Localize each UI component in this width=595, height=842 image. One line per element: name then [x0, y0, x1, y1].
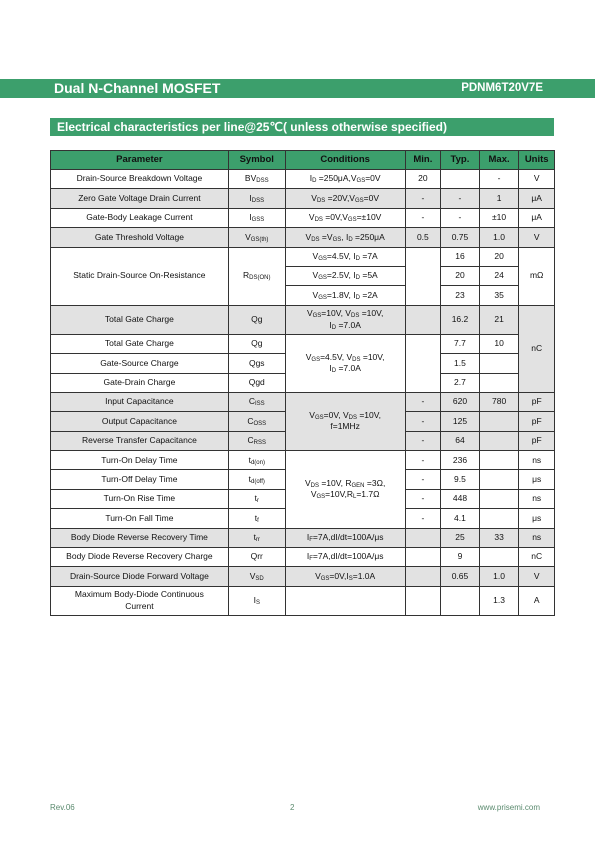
units-cell: ns [519, 451, 555, 470]
typ-cell: 236 [441, 451, 480, 470]
min-cell: - [405, 412, 441, 431]
table-row [51, 247, 555, 266]
units-cell: μs [519, 470, 555, 489]
parameter-cell: Turn-On Fall Time [51, 509, 229, 528]
parameter-cell: Turn-On Delay Time [51, 451, 229, 470]
table-row [51, 334, 555, 353]
parameter-cell: Static Drain-Source On-Resistance [51, 247, 229, 305]
symbol-cell: $C_{OSS}$ [228, 412, 285, 431]
conditions-cell: $V_{GS}=2.5V$, $I_D =5A$ [285, 266, 405, 285]
units-cell: V [519, 567, 555, 586]
parameter-cell: Drain-Source Diode Forward Voltage [51, 567, 229, 586]
parameter-cell: Turn-On Rise Time [51, 489, 229, 508]
typ-cell: 448 [441, 489, 480, 508]
column-header: Max. [479, 151, 519, 170]
parameter-cell: Zero Gate Voltage Drain Current [51, 189, 229, 208]
max-cell: 21 [479, 305, 519, 334]
table-row [51, 528, 555, 547]
conditions-cell: $I_D =250\mu A,V_{GS}=0V$ [285, 170, 405, 189]
conditions-cell: $V_{GS}=4.5V$, $V_{DS} =10V$, $I_D =7.0A$ [285, 334, 405, 392]
units-cell: μs [519, 509, 555, 528]
parameter-cell: Gate Threshold Voltage [51, 228, 229, 247]
electrical-characteristics-table [50, 150, 555, 616]
revision-label: Rev.06 [50, 803, 75, 812]
units-cell: ns [519, 528, 555, 547]
typ-cell: 1.5 [441, 354, 480, 373]
document-title: Dual N-Channel MOSFET [54, 80, 221, 96]
max-cell [479, 548, 519, 567]
table-row [51, 189, 555, 208]
units-cell: ns [519, 489, 555, 508]
section-title: Electrical characteristics per line@25℃( unless otherwise specified) [57, 120, 448, 134]
column-header: Conditions [285, 151, 405, 170]
symbol-cell: $I_{DSS}$ [228, 189, 285, 208]
max-cell: 1 [479, 189, 519, 208]
units-cell: pF [519, 431, 555, 450]
max-cell: 20 [479, 247, 519, 266]
column-header: Min. [405, 151, 441, 170]
max-cell: ±10 [479, 208, 519, 227]
symbol-cell: $C_{RSS}$ [228, 431, 285, 450]
parameter-cell: Total Gate Charge [51, 334, 229, 353]
symbol-cell: Qg [228, 305, 285, 334]
min-cell [405, 586, 441, 615]
min-cell: - [405, 470, 441, 489]
max-cell: 10 [479, 334, 519, 353]
symbol-cell: $BV_{DSS}$ [228, 170, 285, 189]
parameter-cell: Total Gate Charge [51, 305, 229, 334]
conditions-cell: $I_F=7A,dI/dt=100A/\mu s$ [285, 528, 405, 547]
max-cell [479, 470, 519, 489]
units-cell: A [519, 586, 555, 615]
typ-cell: 2.7 [441, 373, 480, 392]
min-cell [405, 247, 441, 305]
parameter-cell: Reverse Transfer Capacitance [51, 431, 229, 450]
symbol-cell: $V_{GS(th)}$ [228, 228, 285, 247]
max-cell [479, 509, 519, 528]
max-cell: 1.0 [479, 228, 519, 247]
conditions-cell: $V_{DS} =V_{GS}$, $I_D =250\mu A$ [285, 228, 405, 247]
conditions-cell: $V_{DS} =10V$, $R_{GEN} =3\Omega$, $V_{GS}=10V,R_L=1.7\Omega$ [285, 451, 405, 529]
conditions-cell: $I_F=7A,dI/dt=100A/\mu s$ [285, 548, 405, 567]
symbol-cell: $t_r$ [228, 489, 285, 508]
typ-cell: 0.75 [441, 228, 480, 247]
page-number: 2 [290, 803, 295, 812]
conditions-cell: $V_{DS} =20V,V_{GS}=0V$ [285, 189, 405, 208]
conditions-cell: $V_{GS}=0V$, $V_{DS} =10V$, f=1MHz [285, 392, 405, 450]
symbol-cell: $t_{d(off)}$ [228, 470, 285, 489]
typ-cell: 16 [441, 247, 480, 266]
conditions-cell [285, 586, 405, 615]
units-cell: nC [519, 305, 555, 392]
units-cell: nC [519, 548, 555, 567]
symbol-cell: $t_{rr}$ [228, 528, 285, 547]
column-header: Symbol [228, 151, 285, 170]
parameter-cell: Body Diode Reverse Recovery Time [51, 528, 229, 547]
typ-cell: 25 [441, 528, 480, 547]
parameter-cell: Input Capacitance [51, 392, 229, 411]
table-row [51, 170, 555, 189]
typ-cell: 9.5 [441, 470, 480, 489]
table-header-row [51, 151, 555, 170]
min-cell [405, 528, 441, 547]
parameter-cell: Gate-Drain Charge [51, 373, 229, 392]
typ-cell: 64 [441, 431, 480, 450]
max-cell: - [479, 170, 519, 189]
part-number: PDNM6T20V7E [461, 82, 543, 94]
parameter-cell: Gate-Body Leakage Current [51, 208, 229, 227]
max-cell [479, 431, 519, 450]
max-cell: 35 [479, 286, 519, 305]
parameter-cell: Turn-Off Delay Time [51, 470, 229, 489]
units-cell: pF [519, 392, 555, 411]
column-header: Units [519, 151, 555, 170]
symbol-cell: $V_{SD}$ [228, 567, 285, 586]
min-cell [405, 334, 441, 392]
units-cell: V [519, 228, 555, 247]
min-cell [405, 548, 441, 567]
units-cell: μA [519, 208, 555, 227]
units-cell: pF [519, 412, 555, 431]
units-cell: V [519, 170, 555, 189]
min-cell: - [405, 392, 441, 411]
min-cell [405, 567, 441, 586]
symbol-cell: $I_S$ [228, 586, 285, 615]
conditions-cell: $V_{GS}=10V$, $V_{DS} =10V$, $I_D =7.0A$ [285, 305, 405, 334]
column-header: Typ. [441, 151, 480, 170]
symbol-cell: $I_{GSS}$ [228, 208, 285, 227]
table-row [51, 451, 555, 470]
min-cell: - [405, 189, 441, 208]
column-header: Parameter [51, 151, 229, 170]
units-cell: mΩ [519, 247, 555, 305]
symbol-cell: $C_{ISS}$ [228, 392, 285, 411]
min-cell [405, 305, 441, 334]
units-cell: μA [519, 189, 555, 208]
typ-cell: - [441, 189, 480, 208]
parameter-cell: Output Capacitance [51, 412, 229, 431]
website-link[interactable]: www.prisemi.com [477, 803, 540, 812]
min-cell: - [405, 208, 441, 227]
min-cell: 0.5 [405, 228, 441, 247]
symbol-cell: Qg [228, 334, 285, 353]
typ-cell: 23 [441, 286, 480, 305]
typ-cell: 20 [441, 266, 480, 285]
table-row [51, 548, 555, 567]
typ-cell: 9 [441, 548, 480, 567]
max-cell: 780 [479, 392, 519, 411]
table-row [51, 228, 555, 247]
symbol-cell: Qgs [228, 354, 285, 373]
symbol-cell: Qgd [228, 373, 285, 392]
table-row [51, 392, 555, 411]
min-cell: - [405, 489, 441, 508]
max-cell: 24 [479, 266, 519, 285]
typ-cell: 620 [441, 392, 480, 411]
typ-cell: - [441, 208, 480, 227]
table-row [51, 567, 555, 586]
header-bar [0, 79, 595, 98]
max-cell [479, 489, 519, 508]
parameter-cell: Gate-Source Charge [51, 354, 229, 373]
conditions-cell: $V_{GS}=1.8V$, $I_D =2A$ [285, 286, 405, 305]
table-row [51, 586, 555, 615]
symbol-cell: $t_{d(on)}$ [228, 451, 285, 470]
min-cell: - [405, 509, 441, 528]
min-cell: 20 [405, 170, 441, 189]
typ-cell [441, 586, 480, 615]
typ-cell: 0.65 [441, 567, 480, 586]
symbol-cell: Qrr [228, 548, 285, 567]
max-cell: 1.3 [479, 586, 519, 615]
parameter-cell: Drain-Source Breakdown Voltage [51, 170, 229, 189]
max-cell [479, 412, 519, 431]
conditions-cell: $V_{DS} =0V,V_{GS}=\pm 10V$ [285, 208, 405, 227]
max-cell [479, 373, 519, 392]
section-bar [50, 118, 554, 136]
min-cell: - [405, 431, 441, 450]
max-cell: 1.0 [479, 567, 519, 586]
symbol-cell: $t_f$ [228, 509, 285, 528]
typ-cell: 4.1 [441, 509, 480, 528]
min-cell: - [405, 451, 441, 470]
symbol-cell: $R_{DS(ON)}$ [228, 247, 285, 305]
conditions-cell: $V_{GS}=0V,I_S=1.0A$ [285, 567, 405, 586]
table-row [51, 305, 555, 334]
typ-cell: 125 [441, 412, 480, 431]
typ-cell [441, 170, 480, 189]
typ-cell: 16.2 [441, 305, 480, 334]
conditions-cell: $V_{GS}=4.5V$, $I_D =7A$ [285, 247, 405, 266]
typ-cell: 7.7 [441, 334, 480, 353]
parameter-cell: Body Diode Reverse Recovery Charge [51, 548, 229, 567]
table-row [51, 208, 555, 227]
max-cell [479, 451, 519, 470]
max-cell: 33 [479, 528, 519, 547]
parameter-cell: Maximum Body-Diode Continuous Current [51, 586, 229, 615]
max-cell [479, 354, 519, 373]
